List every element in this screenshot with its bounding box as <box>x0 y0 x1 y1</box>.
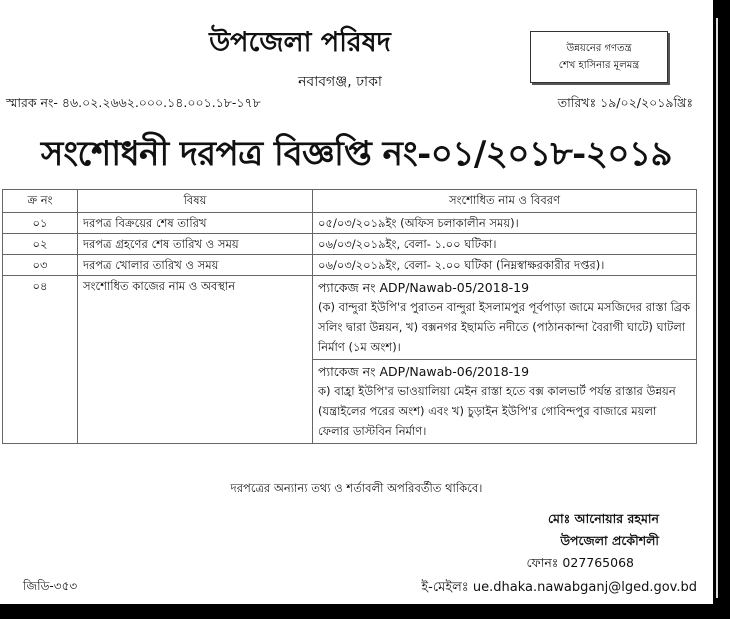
motto-line-2: শেখ হাসিনার মূলমন্ত্র <box>558 60 640 71</box>
org-title: উপজেলা পরিষদ <box>209 27 391 58</box>
page-edge-line <box>716 18 718 598</box>
col-header-detail: সংশোধিত নাম ও বিবরণ <box>313 190 697 213</box>
table-row <box>3 234 697 255</box>
notice-date: তারিখঃ ১৯/০২/২০১৯খ্রিঃ <box>557 95 693 110</box>
row-detail-packages <box>313 276 697 444</box>
table-row <box>3 255 697 276</box>
row-number: ০২ <box>3 234 78 255</box>
corrigendum-table <box>2 189 697 444</box>
row-subject: দরপত্র বিক্রয়ের শেষ তারিখ <box>78 213 313 234</box>
package-description-2: ক) বাহ্রা ইউপি'র ভাওয়ালিয়া মেইন রাস্তা হতে বক্স কালভার্ট পর্যন্ত রাস্তার উন্নয়ন (যন্ত্রাইলের পরের অংশ) এবং খ) চুড়াইন ইউপি'র গোবিন্দপুর বাজারে ময়লা ফেলার ডাস্টবিন নির্মাণ। <box>318 384 676 438</box>
signatory-designation: উপজেলা প্রকৌশলী <box>560 533 659 548</box>
table-row <box>3 213 697 234</box>
motto-box <box>530 31 668 83</box>
phone-number: ফোনঃ 027765068 <box>526 555 634 570</box>
signature-block <box>548 508 659 552</box>
email-address: ই-মেইলঃ ue.dhaka.nawabganj@lged.gov.bd <box>421 580 697 595</box>
row-number: ০৪ <box>3 276 78 444</box>
org-subtitle: নবাবগঞ্জ, ঢাকা <box>298 74 382 90</box>
motto-line-1: উন্নয়নের গণতন্ত্র <box>566 43 632 54</box>
row-subject: দরপত্র গ্রহণের শেষ তারিখ ও সময় <box>78 234 313 255</box>
row-detail: ০৫/০৩/২০১৯ইং (অফিস চলাকালীন সময়)। <box>313 213 697 234</box>
row-number: ০৩ <box>3 255 78 276</box>
signatory-name: মোঃ আনোয়ার রহমান <box>547 511 659 526</box>
row-subject: দরপত্র খোলার তারিখ ও সময় <box>78 255 313 276</box>
table-header-row <box>3 190 697 213</box>
row-detail: ০৬/০৩/২০১৯ইং, বেলা- ১.০০ ঘটিকা। <box>313 234 697 255</box>
col-header-subject: বিষয় <box>78 190 313 213</box>
package-block-1 <box>313 276 696 359</box>
memo-number: স্মারক নং- ৪৬.০২.২৬৬২.০০০.১৪.০০১.১৮-১৭৮ <box>6 95 261 110</box>
footer-note: দরপত্রের অন্যান্য তথ্য ও শর্তাবলী অপরিবর্তীত থাকিবে। <box>230 481 483 495</box>
package-number-1: প্যাকেজ নং ADP/Nawab-05/2018-19 <box>318 280 530 295</box>
row-number: ০১ <box>3 213 78 234</box>
gd-number: জিডি-৩৫৩ <box>23 579 78 593</box>
table-row-packages <box>3 276 697 444</box>
col-header-no: ক্র নং <box>3 190 78 213</box>
package-block-2 <box>313 359 696 443</box>
package-number-2: প্যাকেজ নং ADP/Nawab-06/2018-19 <box>318 364 530 379</box>
package-description-1: (ক) বান্দুরা ইউপি'র পুরাতন বান্দুরা ইসলামপুর পূর্বপাড়া জামে মসজিদের রাস্তা ব্রিক সলিং দ্বারা উন্নয়ন, খ) বক্সনগর ইছামতি নদীতে (পাঠানকান্দা বৈরাগী ঘাটে) ঘাটলা নির্মাণ (১ম অংশ)। <box>318 300 691 354</box>
row-detail: ০৬/০৩/২০১৯ইং, বেলা- ২.০০ ঘটিকা (নিম্নস্বাক্ষরকারীর দপ্তর)। <box>313 255 697 276</box>
notice-headline: সংশোধনী দরপত্র বিজ্ঞপ্তি নং-০১/২০১৮-২০১৯ <box>40 134 673 174</box>
row-subject: সংশোধিত কাজের নাম ও অবস্থান <box>78 276 313 444</box>
